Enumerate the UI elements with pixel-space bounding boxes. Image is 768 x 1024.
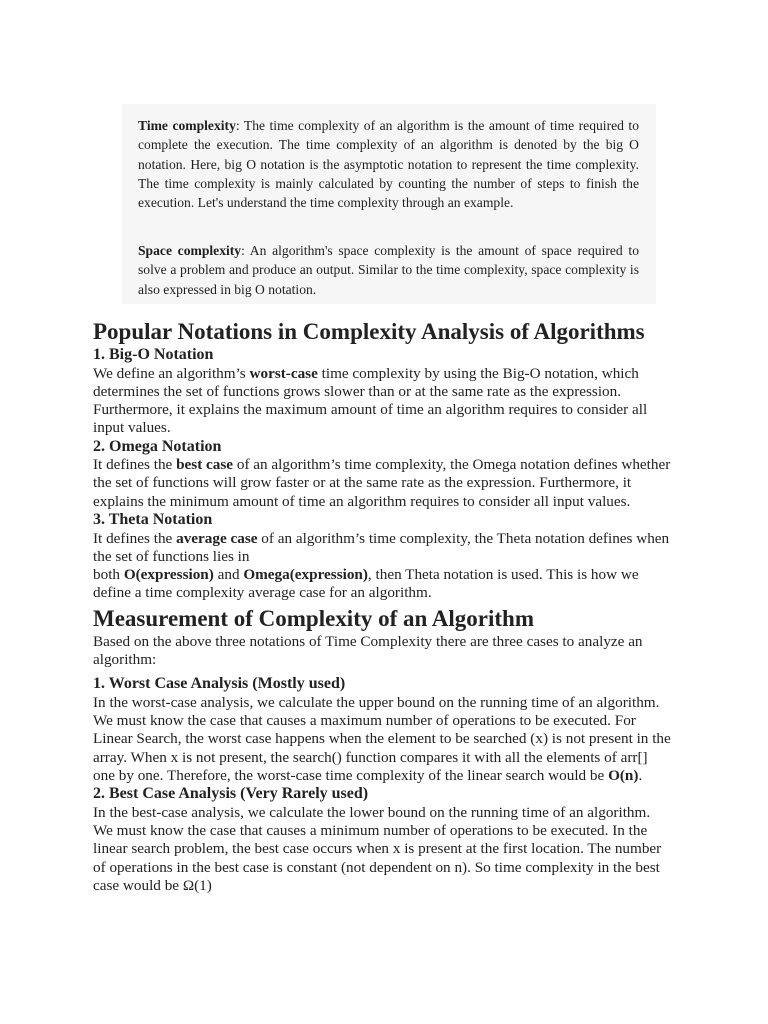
space-complexity-definition xyxy=(138,241,639,299)
worst-case-bold: O(n) xyxy=(608,767,639,785)
theta-text-3: both xyxy=(93,566,124,584)
measurement-heading: Measurement of Complexity of an Algorithm xyxy=(93,605,534,631)
big-o-text-1: We define an algorithm’s xyxy=(93,364,250,382)
best-case-title: 2. Best Case Analysis (Very Rarely used) xyxy=(93,785,369,803)
theta-bold-2: O(expression) xyxy=(123,566,214,584)
worst-case-text-2: . xyxy=(638,767,643,785)
definitions-figure xyxy=(122,104,656,304)
worst-case-title: 1. Worst Case Analysis (Mostly used) xyxy=(93,675,346,693)
theta-paragraph-1 xyxy=(93,530,673,567)
theta-bold-1: average case xyxy=(176,529,258,547)
measurement-intro: Based on the above three notations of Time Complexity there are three cases to analyze an algorithm: xyxy=(93,632,643,669)
theta-text-4: and xyxy=(213,566,244,584)
big-o-bold: worst-case xyxy=(249,364,318,382)
space-complexity-text: : An algorithm's space complexity is the amount of space required to solve a problem and produce an output. Similar to the time complexity, space complexity is also expressed in big O notation. xyxy=(138,243,639,297)
time-complexity-term: Time complexity xyxy=(138,118,236,133)
omega-text-1: It defines the xyxy=(93,456,177,474)
time-complexity-text: : The time complexity of an algorithm is the amount of time required to complete the execution. The time complexity of an algorithm is denoted by the big O notation. Here, big O notation is the asymptotic notation to represent the time complexity. The time complexity is mainly calculated by counting the number of steps to finish the execution. Let's understand the time complexity through an example. xyxy=(138,118,640,211)
theta-title: 3. Theta Notation xyxy=(93,511,213,529)
theta-bold-3: Omega(expression) xyxy=(243,566,368,584)
main-content xyxy=(93,318,673,895)
omega-title: 2. Omega Notation xyxy=(93,437,222,455)
theta-text-5: , then Theta notation is used. This is how we define a time complexity average case for an algorithm. xyxy=(93,566,639,602)
theta-text-2: of an algorithm’s time complexity, the Theta notation defines when the set of functions lies in xyxy=(93,529,670,565)
omega-paragraph xyxy=(93,456,673,511)
big-o-paragraph xyxy=(93,365,673,438)
theta-paragraph-2 xyxy=(93,566,673,603)
notations-heading: Popular Notations in Complexity Analysis of Algorithms xyxy=(93,319,645,344)
worst-case-text-1: In the worst-case analysis, we calculate the upper bound on the running time of an algorithm. We must know the case that causes a maximum number of operations to be executed. For Linear Search, the worst case happens when the element to be searched (x) is not present in the array. When x is not present, the search() function compares it with all the elements of arr[] one by one. Therefore, the worst-case time complexity of the linear search would be xyxy=(93,693,671,785)
theta-text-1: It defines the xyxy=(93,529,177,547)
big-o-text-2: time complexity by using the Big-O notation, which determines the set of functions grows slower than or at the same rate as the expression. Furthermore, it explains the maximum amount of time an algorithm requires to consider all input values. xyxy=(93,364,648,437)
big-o-title: 1. Big-O Notation xyxy=(93,346,214,363)
space-complexity-term: Space complexity xyxy=(138,243,242,258)
best-case-paragraph: In the best-case analysis, we calculate the lower bound on the running time of an algorithm. We must know the case that causes a minimum number of operations to be executed. In the linear search problem, the best case occurs when x is present at the first location. The number of operations in the best case is constant (not dependent on n). So time complexity in the best case would be Ω(1) xyxy=(93,803,662,895)
omega-bold: best case xyxy=(176,456,234,474)
omega-text-2: of an algorithm’s time complexity, the Omega notation defines whether the set of functions will grow faster or at the same rate as the expression. Furthermore, it explains the minimum amount of time an algorithm requires to consider all input values. xyxy=(93,456,671,510)
time-complexity-definition xyxy=(138,116,639,212)
worst-case-paragraph xyxy=(93,694,673,785)
